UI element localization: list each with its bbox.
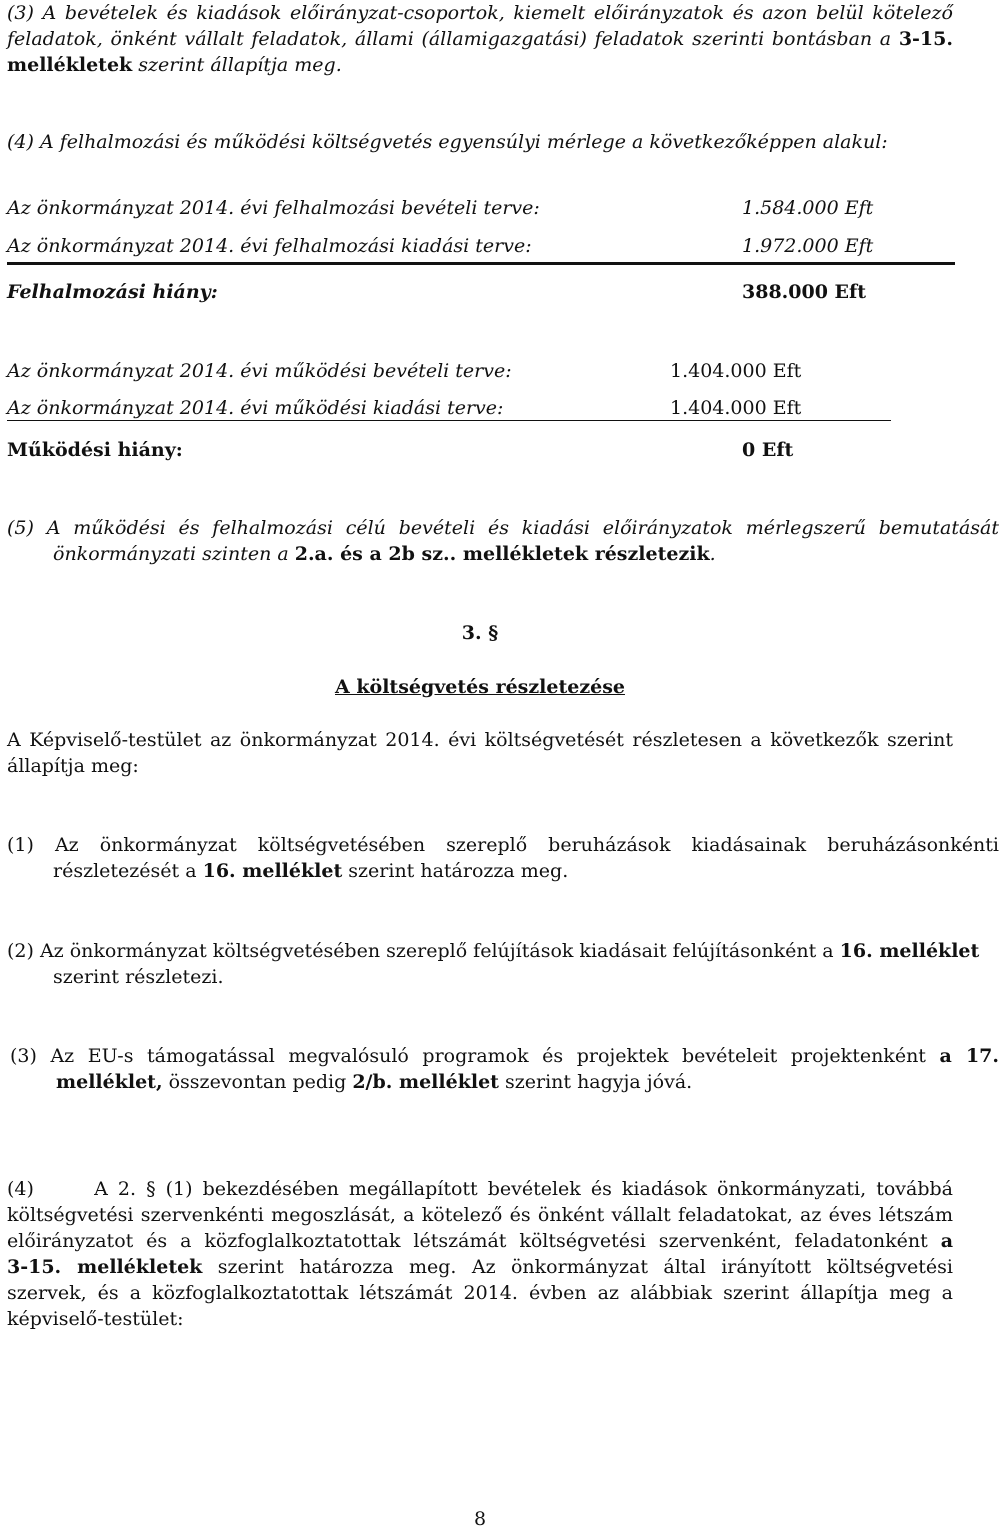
felhalmozasi-hiany-value: 388.000 Eft [742, 281, 866, 303]
page-number: 8 [473, 1508, 487, 1530]
mukodesi-bevetel-label: Az önkormányzat 2014. évi működési bevételi terve: [7, 360, 512, 382]
subsection-3-reference-b: 2/b. melléklet [352, 1071, 499, 1093]
subsection-3-tail: szerint hagyja jóvá. [498, 1071, 693, 1093]
paragraph-3-text: (3) A bevételek és kiadások előirányzat-csoportok, kiemelt előirányzatok és azon belül kötelező feladatok, önként vállalt feladatok, állami (államigazgatási) feladatok szerinti bontásban a [7, 2, 953, 50]
subsection-3-reference-a: a 17. melléklet, [56, 1045, 999, 1093]
paragraph-5-reference: 2.a. és a 2b sz.. mellékletek részletezik [294, 543, 710, 565]
subsection-3-text: (3) Az EU-s támogatással megvalósuló programok és projektek bevételeit projektenként [10, 1045, 940, 1067]
mukodesi-kiadas-label: Az önkormányzat 2014. évi működési kiadási terve: [7, 397, 504, 419]
felhalmozasi-kiadas-label: Az önkormányzat 2014. évi felhalmozási kiadási terve: [7, 235, 532, 257]
subsection-2-text: (2) Az önkormányzat költségvetésében szereplő felújítások kiadásait felújításonként a [7, 940, 840, 962]
paragraph-3-tail: szerint állapítja meg. [132, 54, 342, 76]
mukodesi-bevetel-value: 1.404.000 Eft [670, 360, 802, 382]
felhalmozasi-kiadas-value: 1.972.000 Eft [742, 235, 874, 257]
paragraph-5 [7, 515, 999, 567]
section-title: A költségvetés részletezése [335, 676, 625, 698]
mukodesi-hiany-value: 0 Eft [742, 439, 794, 461]
paragraph-4 [7, 129, 953, 155]
mukodesi-sum-rule [7, 420, 891, 421]
subsection-4-tail: szerint határozza meg. Az önkormányzat által irányított költségvetési szervek, és a közfoglalkoztatottak létszámát 2014. évben az alábbiak szerint állapítja meg a képviselő-testület: [7, 1256, 960, 1330]
subsection-2-reference: 16. melléklet [839, 940, 980, 962]
paragraph-5-text: (5) A működési és felhalmozási célú bevételi és kiadási előirányzatok mérlegszerű bemutatását önkormányzati szinten a [7, 517, 999, 565]
felhalmozasi-hiany-label: Felhalmozási hiány: [7, 281, 218, 303]
subsection-1-tail: szerint határozza meg. [342, 860, 569, 882]
paragraph-5-tail: . [709, 543, 716, 565]
subsection-4-text: (4) A 2. § (1) bekezdésében megállapított bevételek és kiadások önkormányzati, továbbá költségvetési szervenkénti megoszlását, a kötelező és önként vállalt feladatokat, az éves létszám előirányzatot és a közfoglalkoztatottak létszámát költségvetési szervenként, feladatonként [7, 1178, 960, 1252]
section-intro [7, 727, 953, 779]
subsection-1-reference: 16. melléklet [202, 860, 343, 882]
felhalmozasi-bevetel-label: Az önkormányzat 2014. évi felhalmozási bevételi terve: [7, 197, 540, 219]
subsection-1 [7, 832, 999, 884]
section-intro-text: A Képviselő-testület az önkormányzat 2014. évi költségvetését részletesen a következők szerint állapítja meg: [7, 729, 953, 777]
subsection-3 [10, 1043, 999, 1095]
mukodesi-kiadas-value: 1.404.000 Eft [670, 397, 802, 419]
section-number: 3. § [461, 622, 499, 644]
subsection-1-text: (1) Az önkormányzat költségvetésében szereplő beruházások kiadásainak beruházásonkénti részletezését a [7, 834, 999, 882]
subsection-2-tail: szerint részletezi. [53, 966, 224, 988]
paragraph-3-reference: 3-15. mellékletek [7, 28, 953, 76]
subsection-2 [7, 938, 999, 990]
subsection-4-reference: a 3-15. mellékletek [7, 1230, 993, 1278]
mukodesi-hiany-label: Működési hiány: [7, 439, 183, 461]
subsection-4 [7, 1176, 993, 1332]
felhalmozasi-sum-rule [7, 262, 955, 265]
subsection-3-middle: összevontan pedig [162, 1071, 353, 1093]
paragraph-3 [7, 0, 953, 78]
paragraph-4-text: (4) A felhalmozási és működési költségvetés egyensúlyi mérlege a következőképpen alakul: [7, 131, 888, 153]
felhalmozasi-bevetel-value: 1.584.000 Eft [742, 197, 874, 219]
